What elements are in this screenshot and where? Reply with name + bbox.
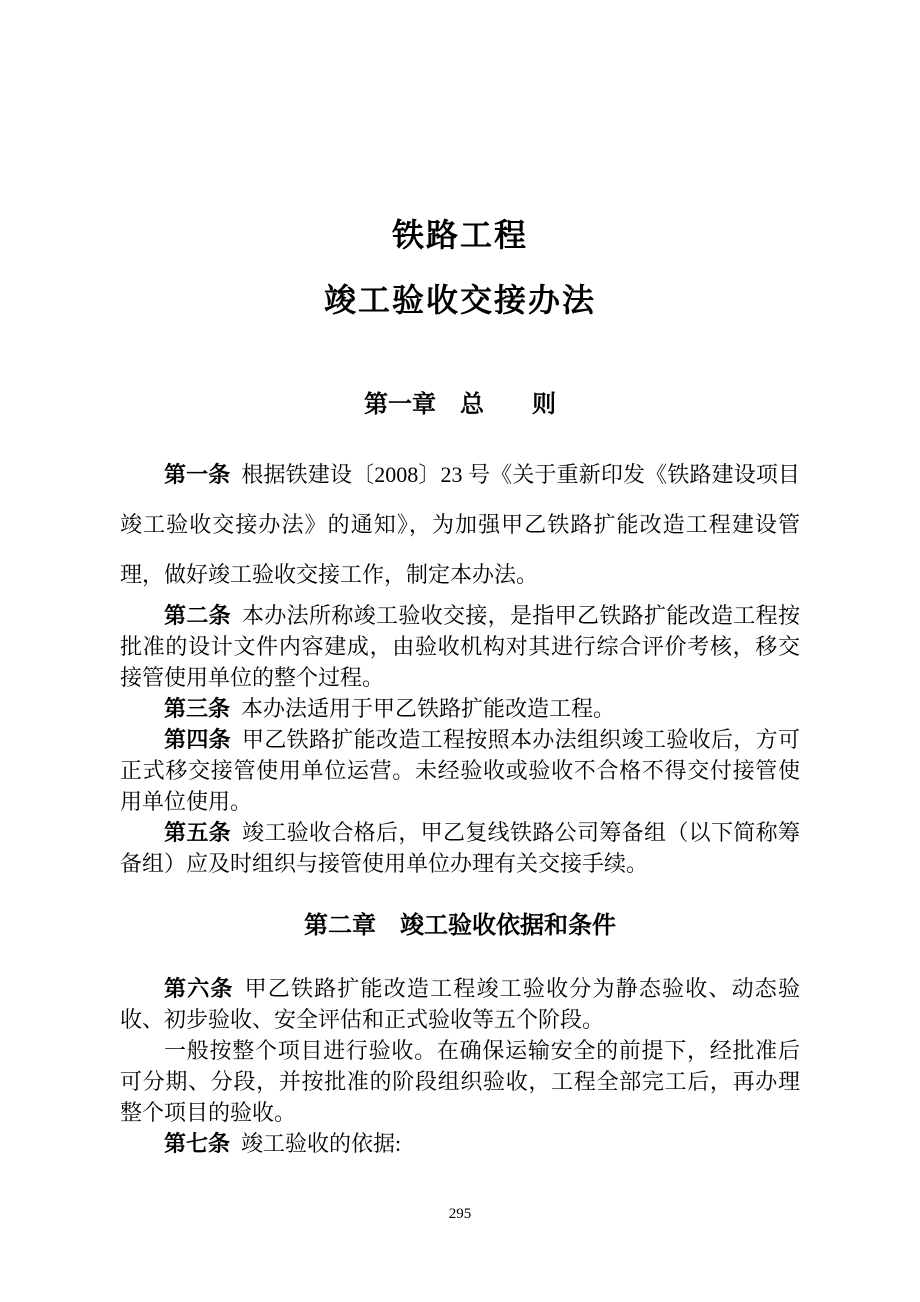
- article-7-text: 竣工验收的依据:: [241, 1131, 402, 1156]
- article-3: [120, 693, 800, 724]
- article-2-number: 第二条: [164, 603, 231, 628]
- article-6-number: 第六条: [164, 976, 234, 1001]
- article-4: [120, 724, 800, 817]
- article-6-continuation-text: 一般按整个项目进行验收。在确保运输安全的前提下，经批准后可分期、分段，并按批准的阶段组织验收，工程全部完工后，再办理整个项目的验收。: [120, 1038, 800, 1125]
- document-title-line-1: 铁路工程: [391, 217, 528, 253]
- article-7-number: 第七条: [164, 1131, 231, 1156]
- article-2-text: 本办法所称竣工验收交接，是指甲乙铁路扩能改造工程按批准的设计文件内容建成，由验收机构对其进行综合评价考核，移交接管使用单位的整个过程。: [120, 603, 800, 690]
- page-number: 295: [448, 1206, 472, 1222]
- article-5-text: 竣工验收合格后，甲乙复线铁路公司筹备组（以下简称筹备组）应及时组织与接管使用单位办理有关交接手续。: [120, 820, 800, 876]
- article-5-number: 第五条: [164, 820, 231, 845]
- article-2: [120, 600, 800, 693]
- document-title-line-2: 竣工验收交接办法: [323, 282, 596, 318]
- article-5: [120, 817, 800, 879]
- article-3-number: 第三条: [164, 696, 231, 721]
- article-3-text: 本办法适用于甲乙铁路扩能改造工程。: [241, 696, 616, 721]
- article-4-text: 甲乙铁路扩能改造工程按照本办法组织竣工验收后，方可正式移交接管使用单位运营。未经验收或验收不合格不得交付接管使用单位使用。: [120, 727, 800, 814]
- article-4-number: 第四条: [164, 727, 231, 752]
- article-1-number: 第一条: [164, 462, 231, 487]
- article-6: [120, 973, 800, 1035]
- article-1: [120, 450, 800, 600]
- document-content: [120, 215, 800, 1159]
- chapter-2-heading: 第二章 竣工验收依据和条件: [304, 913, 616, 939]
- article-1-text: 根据铁建设〔2008〕23 号《关于重新印发《铁路建设项目竣工验收交接办法》的通知》，为加强甲乙铁路扩能改造工程建设管理，做好竣工验收交接工作，制定本办法。: [120, 462, 800, 587]
- article-6-continuation: [120, 1035, 800, 1128]
- article-6-text: 甲乙铁路扩能改造工程竣工验收分为静态验收、动态验收、初步验收、安全评估和正式验收等五个阶段。: [120, 976, 800, 1032]
- article-7: [120, 1128, 800, 1159]
- chapter-1-heading: 第一章 总 则: [364, 392, 556, 418]
